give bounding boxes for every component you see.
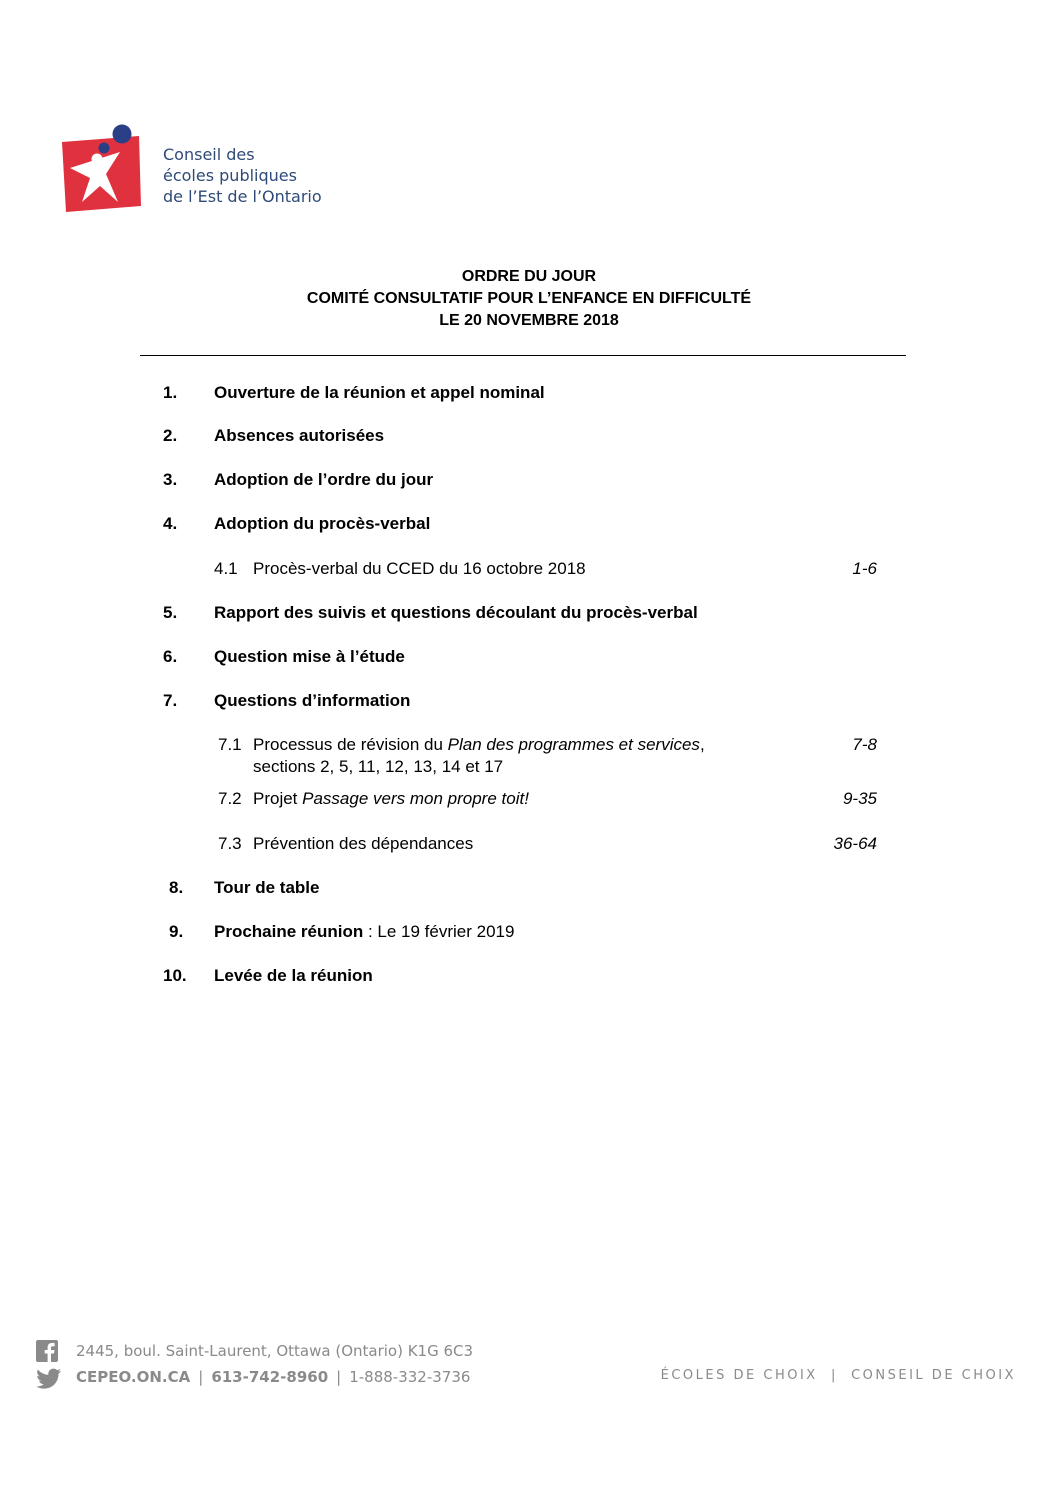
- subitem-text: [253, 788, 813, 810]
- subitem-text: Procès-verbal du CCED du 16 octobre 2018: [253, 559, 586, 578]
- agenda-item-title: [214, 921, 514, 943]
- organization-name-line-1: Conseil des: [163, 145, 255, 164]
- agenda-item-title: Levée de la réunion: [214, 966, 373, 985]
- subitem-number: 7.2: [218, 789, 242, 808]
- subitem-text: [253, 734, 813, 778]
- footer-website-link[interactable]: CEPEO.ON.CA: [76, 1368, 191, 1386]
- subitem-text-part: ,: [699, 735, 705, 754]
- agenda-item-number: 10.: [163, 966, 187, 985]
- subitem-pages: 9-35: [842, 789, 877, 808]
- footer-separator: |: [198, 1368, 204, 1386]
- footer-phone-tollfree: 1-888-332-3736: [349, 1368, 471, 1386]
- subitem-text-line-2: sections 2, 5, 11, 12, 13, 14 et 17: [253, 757, 504, 776]
- subitem-number: 7.1: [218, 735, 242, 754]
- document-heading: [0, 266, 1058, 332]
- agenda-item-title: Absences autorisées: [214, 426, 385, 445]
- agenda-item-number: 4.: [163, 514, 178, 533]
- heading-date: LE 20 NOVEMBRE 2018: [439, 312, 619, 329]
- agenda-item-number: 3.: [163, 470, 178, 489]
- heading-committee: COMITÉ CONSULTATIF POUR L’ENFANCE EN DIFFICULTÉ: [306, 290, 752, 307]
- agenda-item-title: Question mise à l’étude: [214, 647, 405, 666]
- organization-name: [163, 144, 322, 207]
- agenda-item-title: Adoption de l’ordre du jour: [214, 470, 434, 489]
- subitem-text-italic: Plan des programmes et services: [447, 735, 700, 754]
- agenda-item-title: Tour de table: [214, 878, 320, 897]
- footer-phone-local: 613-742-8960: [211, 1368, 329, 1386]
- subitem-pages: 36-64: [833, 834, 877, 853]
- footer-separator: |: [336, 1368, 342, 1386]
- agenda-item-number: 9.: [169, 922, 184, 941]
- heading-title: ORDRE DU JOUR: [461, 268, 597, 285]
- twitter-icon[interactable]: [36, 1368, 62, 1390]
- footer-contact-line: [76, 1368, 470, 1386]
- subitem-pages: 7-8: [852, 735, 877, 754]
- organization-name-line-3: de l’Est de l’Ontario: [163, 187, 322, 206]
- subitem-text-italic: Passage vers mon propre toit!: [302, 789, 529, 808]
- footer-slogan: ÉCOLES DE CHOIX | CONSEIL DE CHOIX: [660, 1368, 1016, 1383]
- agenda-item-title-detail: : Le 19 février 2019: [363, 922, 515, 941]
- logo-mark-icon: [60, 122, 160, 217]
- heading-divider: [140, 355, 906, 356]
- agenda-item-title-bold: Prochaine réunion: [214, 922, 364, 941]
- organization-logo: [60, 122, 360, 217]
- subitem-text: Prévention des dépendances: [253, 834, 474, 853]
- subitem-pages: 1-6: [852, 559, 877, 578]
- agenda-item-number: 5.: [163, 603, 178, 622]
- agenda-item-number: 7.: [163, 691, 178, 710]
- agenda-item-title: Adoption du procès-verbal: [214, 514, 431, 533]
- agenda-item-number: 1.: [163, 383, 178, 402]
- subitem-number: 4.1: [214, 559, 238, 578]
- subitem-text-part: Processus de révision du: [253, 735, 448, 754]
- agenda-item-title: Ouverture de la réunion et appel nominal: [214, 383, 545, 402]
- agenda-item-title: Questions d’information: [214, 691, 411, 710]
- agenda-item-number: 8.: [169, 878, 184, 897]
- agenda-item-title: Rapport des suivis et questions découlant du procès-verbal: [214, 603, 698, 622]
- organization-name-line-2: écoles publiques: [163, 166, 297, 185]
- subitem-number: 7.3: [218, 834, 242, 853]
- agenda-item-number: 2.: [163, 426, 178, 445]
- footer-address: 2445, boul. Saint-Laurent, Ottawa (Ontario) K1G 6C3: [76, 1342, 474, 1360]
- facebook-icon[interactable]: [36, 1340, 58, 1362]
- agenda-item-number: 6.: [163, 647, 178, 666]
- subitem-text-part: Projet: [253, 789, 303, 808]
